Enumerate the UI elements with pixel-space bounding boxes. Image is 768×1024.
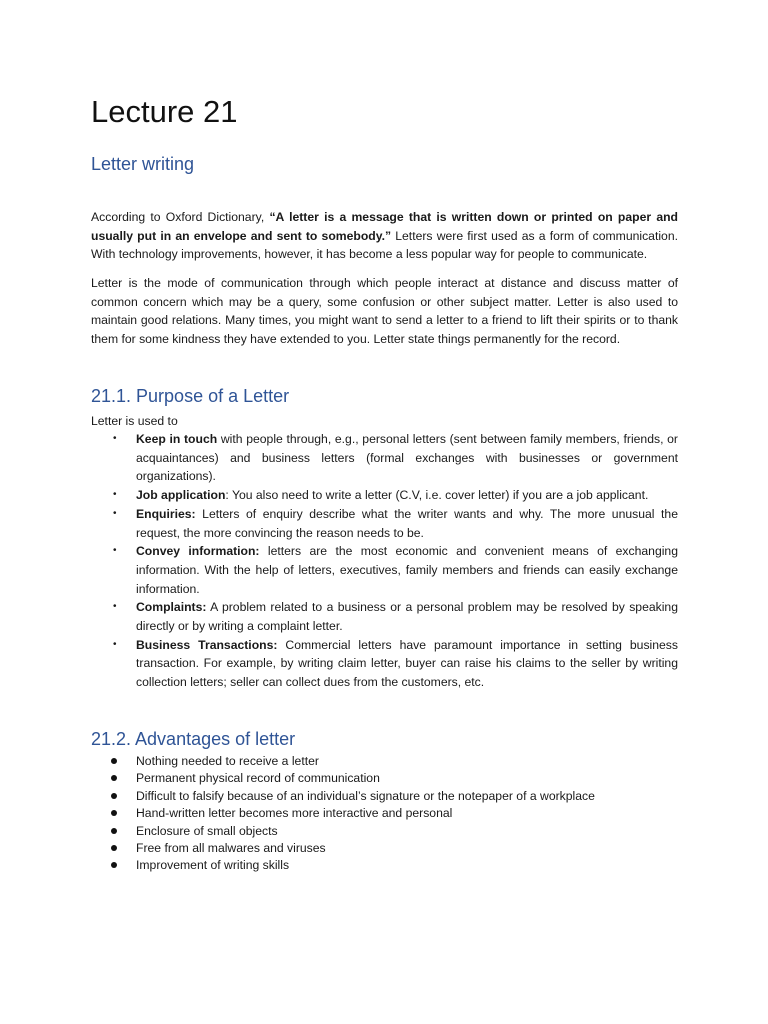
purpose-list-item <box>91 505 678 542</box>
bullet-icon: • <box>113 489 117 501</box>
purpose-item-text: with people through, e.g., personal letters (sent between family members, friends, or acquaintances) and business letters (formal exchanges with businesses or government organizations). <box>136 432 678 484</box>
purpose-intro: Letter is used to <box>91 414 178 428</box>
purpose-item-text: letters are the most economic and convenient means of exchanging information. With the help of letters, executives, family members and friends can easily exchange information. <box>136 544 678 596</box>
advantages-list <box>91 753 678 875</box>
bullet-dot-icon <box>111 828 117 834</box>
section-heading-advantages: 21.2. Advantages of letter <box>91 729 296 749</box>
bullet-icon: • <box>113 601 117 613</box>
advantage-item-text: Nothing needed to receive a letter <box>136 754 319 768</box>
advantage-item-text: Improvement of writing skills <box>136 858 290 873</box>
purpose-list-item <box>91 430 678 486</box>
advantage-item-text: Free from all malwares and viruses <box>136 841 326 856</box>
bullet-icon: • <box>113 638 117 650</box>
bullet-dot-icon <box>111 793 117 799</box>
purpose-list-item <box>91 598 678 635</box>
advantage-list-item <box>91 753 678 770</box>
bullet-icon: • <box>113 507 117 519</box>
bullet-dot-icon <box>111 845 117 851</box>
advantage-item-text: Hand-written letter becomes more interactive and personal <box>136 806 453 821</box>
section-heading-purpose: 21.1. Purpose of a Letter <box>91 386 290 406</box>
purpose-item-text: Letters of enquiry describe what the writer wants and why. The more unusual the request, the more convincing the reason needs to be. <box>136 506 678 540</box>
purpose-item-label: Business Transactions: <box>136 637 278 652</box>
bullet-dot-icon <box>111 775 117 781</box>
definition-tail: Letters were first used as a form of communication. With technology improvements, however, it has become a less popular way for people to communicate. <box>91 228 678 262</box>
definition-lead: According to Oxford Dictionary, <box>91 210 270 224</box>
bullet-dot-icon <box>111 758 117 764</box>
advantage-list-item <box>91 788 678 805</box>
bullet-dot-icon <box>111 862 117 868</box>
advantage-item-text: Enclosure of small objects <box>136 823 278 838</box>
purpose-list <box>91 430 678 692</box>
paragraph-definition <box>91 208 678 264</box>
purpose-item-label: Job application <box>136 488 226 503</box>
purpose-list-item <box>91 542 678 598</box>
bullet-dot-icon <box>111 810 117 816</box>
paragraph-mode-of-communication: Letter is the mode of communication through which people interact at distance and discuss matter of common concern which may be a query, some confusion or other subject matter. Letter is also used to maintain good relations. Many times, you might want to send a letter to a friend to lift their spirits or to thank them for some kindness they have extended to you. Letter state things permanently for the record. <box>91 276 678 347</box>
purpose-item-label: Keep in touch <box>136 432 218 446</box>
advantage-list-item <box>91 857 678 874</box>
advantage-list-item <box>91 805 678 822</box>
purpose-item-text: Commercial letters have paramount importance in setting business transaction. For example, by writing claim letter, buyer can raise his claims to the seller by writing collection letters; seller can collect dues from the customers, etc. <box>136 637 678 690</box>
advantage-list-item <box>91 770 678 787</box>
page-title: Lecture 21 <box>91 94 238 129</box>
purpose-list-item <box>91 636 678 692</box>
definition-quote: “A letter is a message that is written down or printed on paper and usually put in an envelope and sent to somebody.” <box>91 210 678 243</box>
advantage-item-text: Difficult to falsify because of an individual’s signature or the notepaper of a workplace <box>136 788 595 803</box>
purpose-list-item <box>91 486 678 505</box>
bullet-icon: • <box>113 545 117 557</box>
purpose-item-label: Complaints: <box>136 600 207 615</box>
purpose-item-text: A problem related to a business or a personal problem may be resolved by speaking directly or by writing a complaint letter. <box>136 600 678 634</box>
purpose-item-text: : You also need to write a letter (C.V, i.e. cover letter) if you are a job applicant. <box>225 488 649 503</box>
bullet-icon: • <box>113 433 117 444</box>
purpose-item-label: Convey information: <box>136 544 260 559</box>
advantage-list-item <box>91 840 678 857</box>
purpose-item-label: Enquiries: <box>136 506 196 521</box>
advantage-item-text: Permanent physical record of communication <box>136 771 380 786</box>
section-heading-letter-writing: Letter writing <box>91 154 195 174</box>
advantage-list-item <box>91 823 678 840</box>
